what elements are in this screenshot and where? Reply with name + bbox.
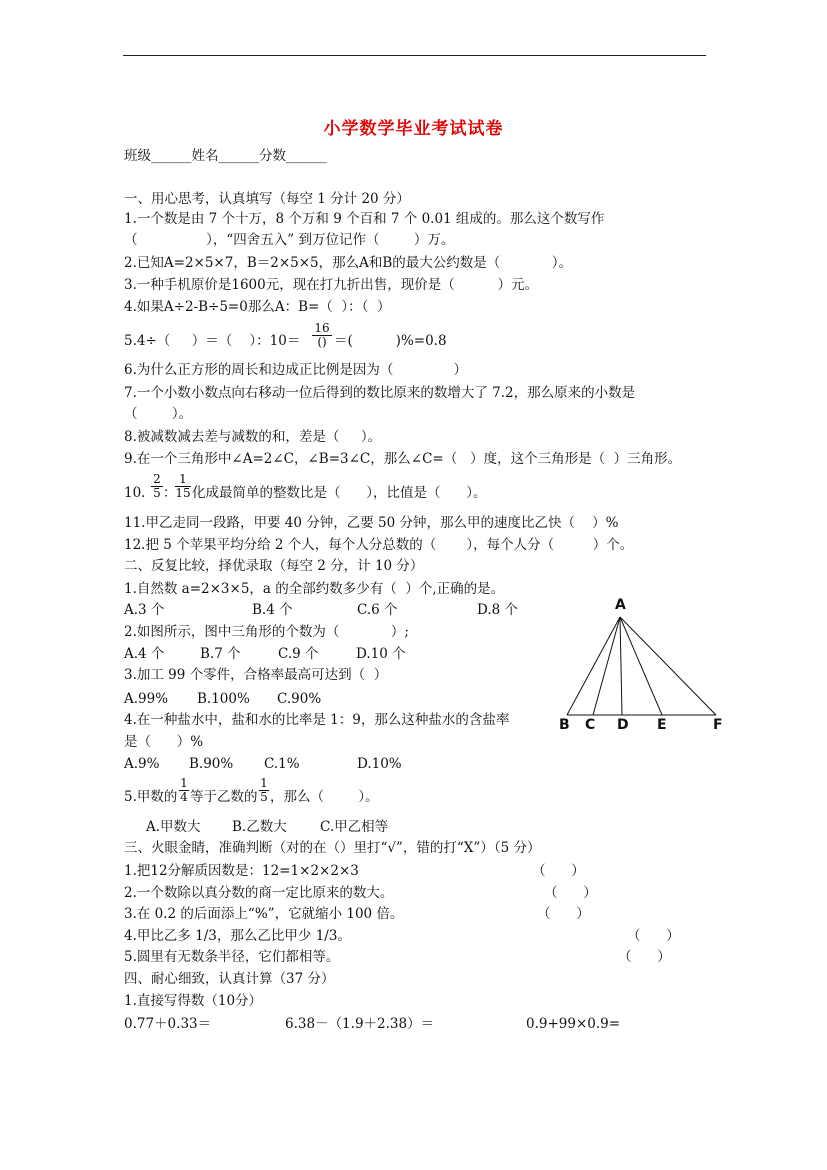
fraction-numerator: 1 [180, 776, 188, 790]
s3-item-2: 2.一个数除以真分数的商一定比原来的数大。 [124, 885, 394, 901]
fraction-numerator: 1 [260, 776, 268, 790]
s3-answer-paren-1: （ ） [532, 863, 585, 879]
fraction-numerator: 1 [179, 472, 187, 486]
vertex-label-d: D [617, 717, 629, 733]
vertex-label-c: C [585, 717, 596, 733]
fraction-numerator: 2 [153, 472, 161, 486]
s2-q4-option-a: A.9% [124, 756, 160, 772]
line-a-b [567, 617, 620, 715]
s2-q2-option-a: A.4 个 [124, 646, 165, 662]
s2-question-5-b: 等于乙数的 [190, 789, 258, 805]
line-a-c [593, 617, 620, 715]
s3-item-1: 1.把12分解质因数是：12=1×2×2×3 [124, 863, 359, 879]
s1-question-2: 2.已知A=2×5×7，B＝2×5×5，那么A和B的最大公约数是（ ）。 [124, 255, 573, 271]
page-title: 小学数学毕业考试试卷 [323, 119, 504, 139]
line-a-f [620, 617, 716, 715]
s4-calc-1: 0.77＋0.33＝ [124, 1016, 212, 1032]
s3-answer-paren-4: （ ） [627, 928, 680, 944]
s2-q2-option-d: D.10 个 [356, 646, 406, 662]
s1-question-10-prefix: 10. [124, 485, 146, 501]
s1-question-4: 4.如果A÷2-B÷5=0那么A：B=（ ）：（ ） [124, 299, 391, 315]
s2-question-4a: 4.在一种盐水中，盐和水的比率是 1：9，那么这种盐水的含盐率 [124, 712, 510, 728]
s1-q10-fraction-2 [175, 473, 191, 500]
s2-q1-option-d: D.8 个 [477, 602, 519, 618]
s1-question-5-left: 5.4÷（ ）＝（ ）：10＝ [124, 333, 301, 349]
s2-q4-option-b: B.90% [189, 756, 234, 772]
s1-question-7a: 7.一个小数小数点向右移动一位后得到的数比原来的数增大了 7.2，那么原来的小数是 [124, 385, 636, 401]
s1-q10-colon: ： [163, 485, 177, 501]
s4-calc-2: 6.38－（1.9＋2.38）＝ [285, 1016, 435, 1032]
s2-q5-fraction-2 [259, 777, 269, 804]
s1-question-9: 9.在一个三角形中∠A=2∠C，∠B=3∠C，那么∠C=（ ）度，这个三角形是（ ）三角形。 [124, 451, 682, 467]
s2-q3-option-c: C.90% [277, 691, 322, 707]
section1-heading: 一、用心思考，认真填写（每空 1 分计 20 分） [124, 191, 410, 207]
s1-question-11: 11.甲乙走同一段路，甲要 40 分钟，乙要 50 分钟，那么甲的速度比乙快（ ）% [124, 515, 619, 531]
student-info-line: 班级______姓名______分数______ [124, 148, 327, 164]
fraction-denominator: 15 [175, 486, 191, 500]
fraction-denominator: 5 [260, 790, 268, 804]
fraction-denominator: 5 [151, 486, 163, 500]
s2-question-5-c: ，那么（ ）。 [270, 789, 379, 805]
header-rule [123, 55, 706, 56]
section4-heading: 四、耐心细致，认真计算（37 分） [124, 971, 335, 987]
s1-q5-fraction [312, 322, 332, 349]
section3-heading: 三、火眼金睛，准确判断（对的在（）里打“√”，错的打“X”）（5 分） [124, 840, 541, 856]
s3-item-4: 4.甲比乙多 1/3，那么乙比甲少 1/3。 [124, 928, 351, 944]
s1-question-6: 6.为什么正方形的周长和边成正比例是因为（ ） [124, 362, 467, 378]
s2-q1-option-a: A.3 个 [124, 602, 165, 618]
fraction-denominator: () [312, 335, 332, 349]
s2-q3-option-b: B.100% [197, 691, 250, 707]
s1-question-10-suffix: 化成最简单的整数比是（ ），比值是（ ）。 [192, 485, 487, 501]
s2-q3-option-a: A.99% [124, 691, 169, 707]
s2-q2-option-b: B.7 个 [200, 646, 241, 662]
fraction-denominator: 4 [180, 790, 188, 804]
s3-answer-paren-2: （ ） [544, 885, 597, 901]
s1-question-3: 3.一种手机原价是1600元，现在打九折出售，现价是（ ）元。 [124, 277, 539, 293]
s4-subheading-1: 1.直接写得数（10分） [124, 993, 263, 1009]
s3-answer-paren-5: （ ） [618, 949, 671, 965]
s3-item-3: 3.在 0.2 的后面添上“%”，它就缩小 100 倍。 [124, 906, 404, 922]
vertex-label-f: F [713, 717, 723, 733]
s2-question-1: 1.自然数 a=2×3×5，a 的全部约数多少有（ ）个,正确的是。 [124, 581, 505, 597]
s2-q2-option-c: C.9 个 [278, 646, 319, 662]
s3-item-5: 5.圆里有无数条半径，它们都相等。 [124, 949, 340, 965]
s2-question-4b: 是（ ）% [124, 734, 204, 750]
s1-question-1b: （ ），“四舍五入” 到万位记作（ ）万。 [124, 232, 455, 248]
s1-question-8: 8.被减数减去差与减数的和，差是（ ）。 [124, 429, 382, 445]
s2-question-3: 3.加工 99 个零件，合格率最高可达到（ ） [124, 667, 388, 683]
s1-question-7b: （ ）。 [124, 406, 193, 422]
s2-q5-option-a: A.甲数大 [146, 819, 201, 835]
s2-question-2: 2.如图所示，图中三角形的个数为（ ）; [124, 624, 409, 640]
s1-q10-fraction-1 [151, 473, 163, 500]
s1-question-12: 12.把 5 个苹果平均分给 2 个人，每个人分总数的（ ），每个人分（ ）个。 [124, 537, 634, 553]
line-a-e [620, 617, 662, 715]
s4-calc-3: 0.9+99×0.9= [526, 1016, 621, 1032]
s1-question-1a: 1.一个数是由 7 个十万，8 个万和 9 个百和 7 个 0.01 组成的。那么这个数写作 [124, 211, 605, 227]
s2-q5-option-c: C.甲乙相等 [320, 819, 389, 835]
s1-question-5-right: ＝( )%=0.8 [334, 333, 447, 349]
s3-answer-paren-3: （ ） [537, 906, 590, 922]
s2-q4-option-c: C.1% [264, 756, 300, 772]
s2-q1-option-c: C.6 个 [357, 602, 398, 618]
vertex-label-a: A [615, 597, 626, 613]
vertex-label-b: B [559, 717, 570, 733]
fraction-numerator: 16 [314, 321, 330, 335]
s2-q4-option-d: D.10% [357, 756, 402, 772]
s2-question-5-a: 5.甲数的 [124, 789, 178, 805]
s2-q5-option-b: B.乙数大 [232, 819, 287, 835]
s2-q5-fraction-1 [179, 777, 189, 804]
vertex-label-e: E [657, 717, 667, 733]
line-a-d [620, 617, 622, 715]
section2-heading: 二、反复比较，择优录取（每空 2 分，计 10 分） [124, 558, 424, 574]
s2-q1-option-b: B.4 个 [252, 602, 293, 618]
triangle-figure [550, 600, 740, 740]
